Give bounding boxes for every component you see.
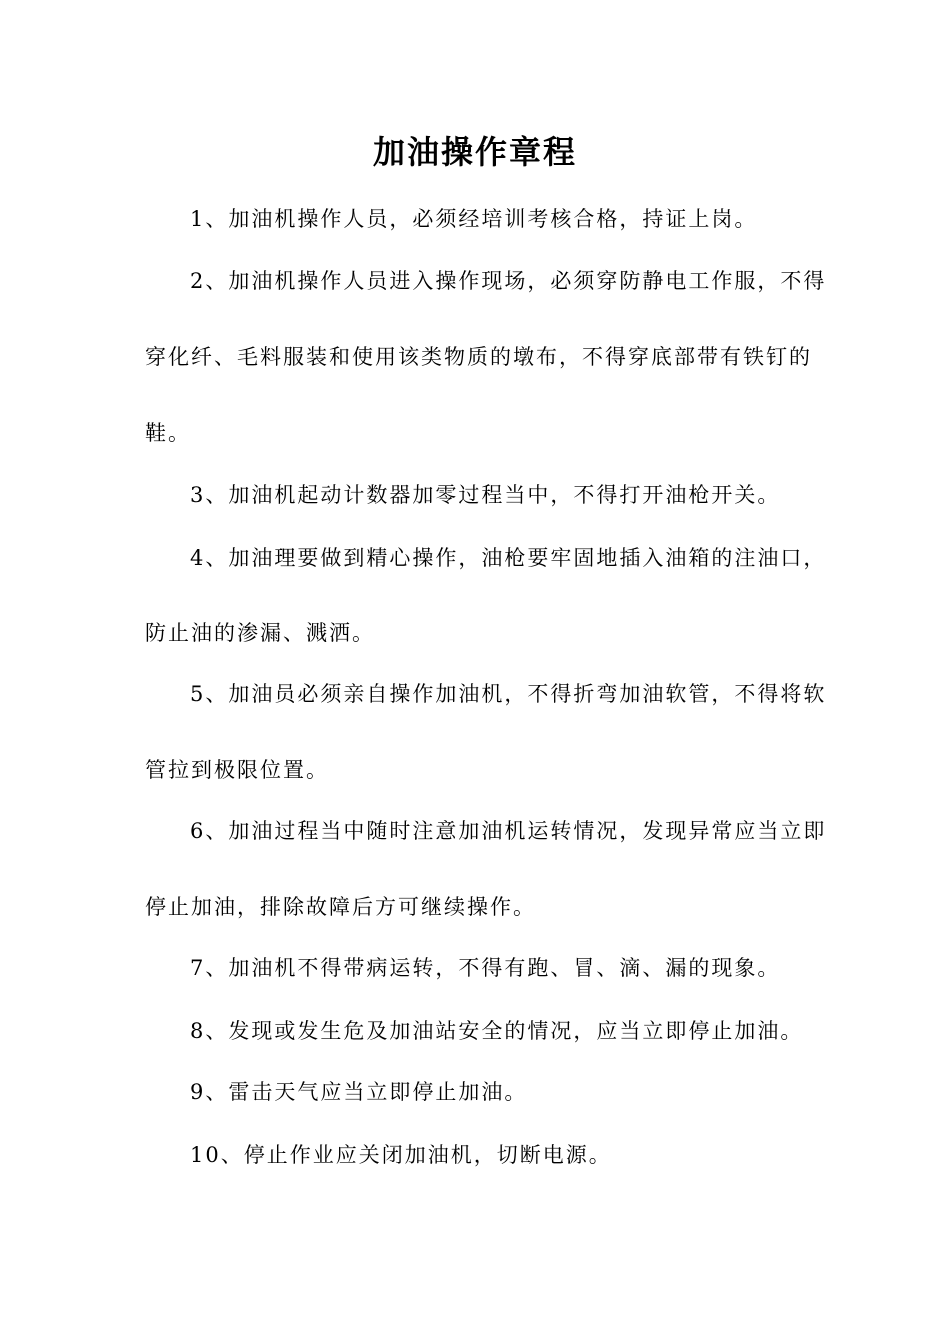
rule-10-line-1: 10、停止作业应关闭加油机，切断电源。 <box>190 1143 612 1167</box>
rule-2-line-2: 穿化纤、毛料服装和使用该类物质的墩布，不得穿底部带有铁钉的 <box>145 345 812 369</box>
rule-3-line-1: 3、加油机起动计数器加零过程当中，不得打开油枪开关。 <box>190 483 781 507</box>
rule-7-line-1: 7、加油机不得带病运转，不得有跑、冒、滴、漏的现象。 <box>190 956 781 980</box>
rule-2-line-1: 2、加油机操作人员进入操作现场，必须穿防静电工作服，不得 <box>190 269 827 293</box>
rule-4-line-1: 4、加油理要做到精心操作，油枪要牢固地插入油箱的注油口， <box>190 546 827 570</box>
rule-6-line-2: 停止加油，排除故障后方可继续操作。 <box>145 895 536 919</box>
rule-9-line-1: 9、雷击天气应当立即停止加油。 <box>190 1080 528 1104</box>
rule-6-line-1: 6、加油过程当中随时注意加油机运转情况，发现异常应当立即 <box>190 819 827 843</box>
rule-1-line-1: 1、加油机操作人员，必须经培训考核合格，持证上岗。 <box>190 207 758 231</box>
rule-5-line-2: 管拉到极限位置。 <box>145 758 329 782</box>
rule-2-line-3: 鞋。 <box>145 421 191 445</box>
rule-5-line-1: 5、加油员必须亲自操作加油机，不得折弯加油软管，不得将软 <box>190 682 827 706</box>
rule-8-line-1: 8、发现或发生危及加油站安全的情况，应当立即停止加油。 <box>190 1019 804 1043</box>
document-title: 加油操作章程 <box>372 133 577 171</box>
rule-4-line-2: 防止油的渗漏、溅洒。 <box>145 621 375 645</box>
